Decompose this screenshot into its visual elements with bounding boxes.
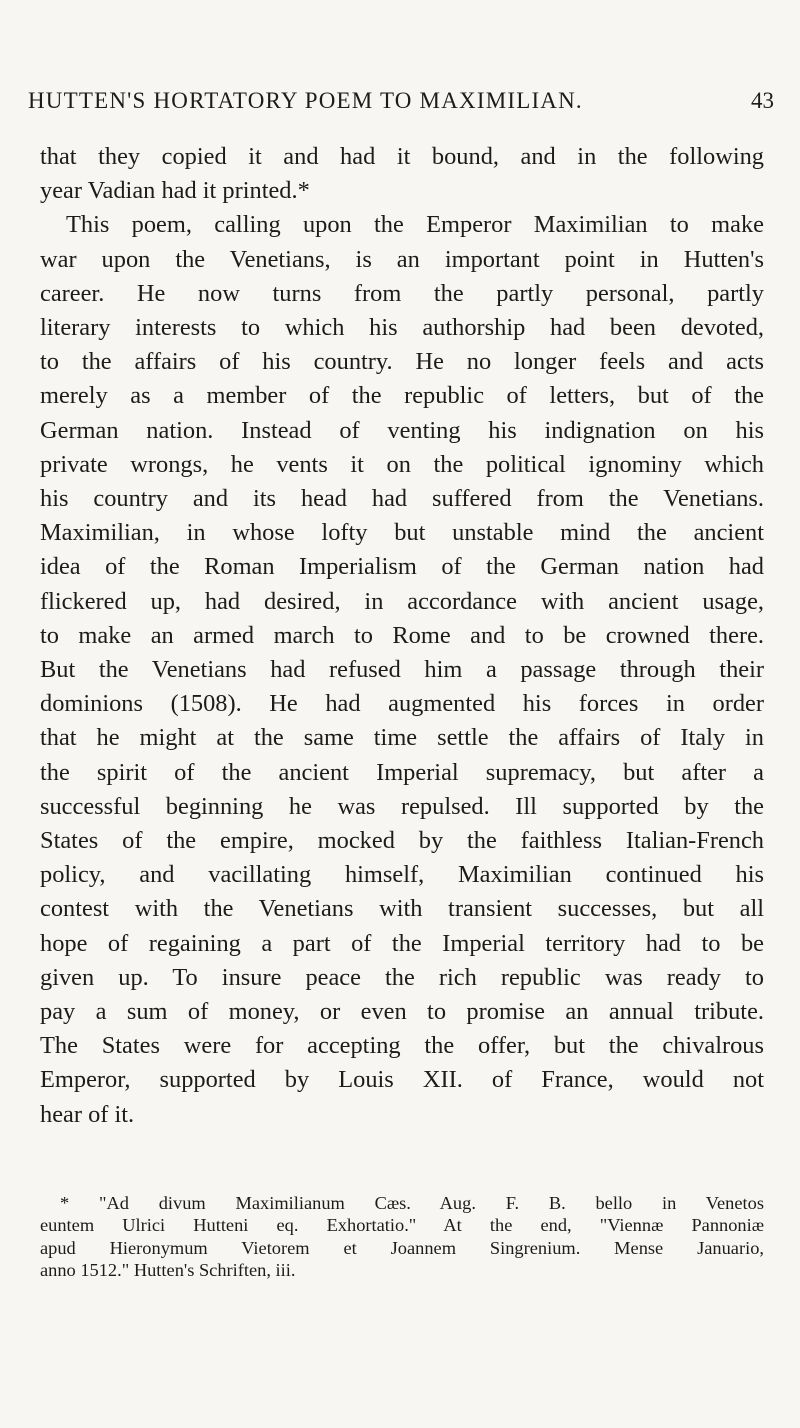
- footnote-line: * "Ad divum Maximilianum Cæs. Aug. F. B. bello in Venetos: [60, 1193, 764, 1213]
- body-line: successful beginning he was repulsed. Ill supported by the: [40, 792, 764, 820]
- body-line: policy, and vacillating himself, Maximilian continued his: [40, 861, 764, 889]
- body-line: idea of the Roman Imperialism of the German nation had: [40, 553, 764, 581]
- footnote-line: anno 1512." Hutten's Schriften, iii.: [40, 1260, 296, 1281]
- body-line: the spirit of the ancient Imperial supremacy, but after a: [40, 758, 764, 786]
- body-line: But the Venetians had refused him a passage through their: [40, 656, 764, 684]
- body-line: German nation. Instead of venting his indignation on his: [40, 416, 764, 444]
- body-line: dominions (1508). He had augmented his forces in order: [40, 690, 764, 718]
- body-line: that he might at the same time settle the affairs of Italy in: [40, 724, 764, 752]
- body-line: private wrongs, he vents it on the political ignominy which: [40, 450, 764, 478]
- body-line: flickered up, had desired, in accordance with ancient usage,: [40, 587, 764, 615]
- page-header: [28, 88, 774, 122]
- body-line: his country and its head had suffered from the Venetians.: [40, 485, 764, 513]
- body-line: pay a sum of money, or even to promise an annual tribute.: [40, 998, 764, 1026]
- running-head: HUTTEN'S HORTATORY POEM TO MAXIMILIAN.: [28, 88, 583, 113]
- body-line: that they copied it and had it bound, and in the following: [40, 143, 764, 170]
- body-line: Maximilian, in whose lofty but unstable mind the ancient: [40, 519, 764, 547]
- body-line: war upon the Venetians, is an important point in Hutten's: [40, 245, 764, 273]
- body-line: to the affairs of his country. He no longer feels and acts: [40, 348, 764, 376]
- body-line: hope of regaining a part of the Imperial territory had to be: [40, 929, 764, 957]
- body-line: to make an armed march to Rome and to be crowned there.: [40, 621, 764, 649]
- body-line: Emperor, supported by Louis XII. of France, would not: [40, 1066, 764, 1094]
- body-line: literary interests to which his authorship had been devoted,: [40, 314, 764, 342]
- body-line: contest with the Venetians with transient successes, but all: [40, 895, 764, 923]
- body-line: given up. To insure peace the rich republic was ready to: [40, 963, 764, 991]
- body-text: [40, 140, 764, 1132]
- body-line: hear of it.: [40, 1100, 135, 1128]
- body-line: The States were for accepting the offer, but the chivalrous: [40, 1032, 764, 1060]
- body-line: States of the empire, mocked by the faithless Italian-French: [40, 827, 764, 855]
- body-line: This poem, calling upon the Emperor Maximilian to make: [66, 211, 764, 239]
- footnote: [40, 1192, 764, 1282]
- page-number: 43: [751, 88, 774, 113]
- body-line: career. He now turns from the partly personal, partly: [40, 279, 764, 307]
- body-line: merely as a member of the republic of letters, but of the: [40, 382, 764, 410]
- footnote-line: apud Hieronymum Vietorem et Joannem Singrenium. Mense Januario,: [40, 1237, 764, 1258]
- body-line: year Vadian had it printed.*: [40, 177, 310, 205]
- footnote-line: euntem Ulrici Hutteni eq. Exhortatio." At the end, "Viennæ Pannoniæ: [40, 1215, 764, 1236]
